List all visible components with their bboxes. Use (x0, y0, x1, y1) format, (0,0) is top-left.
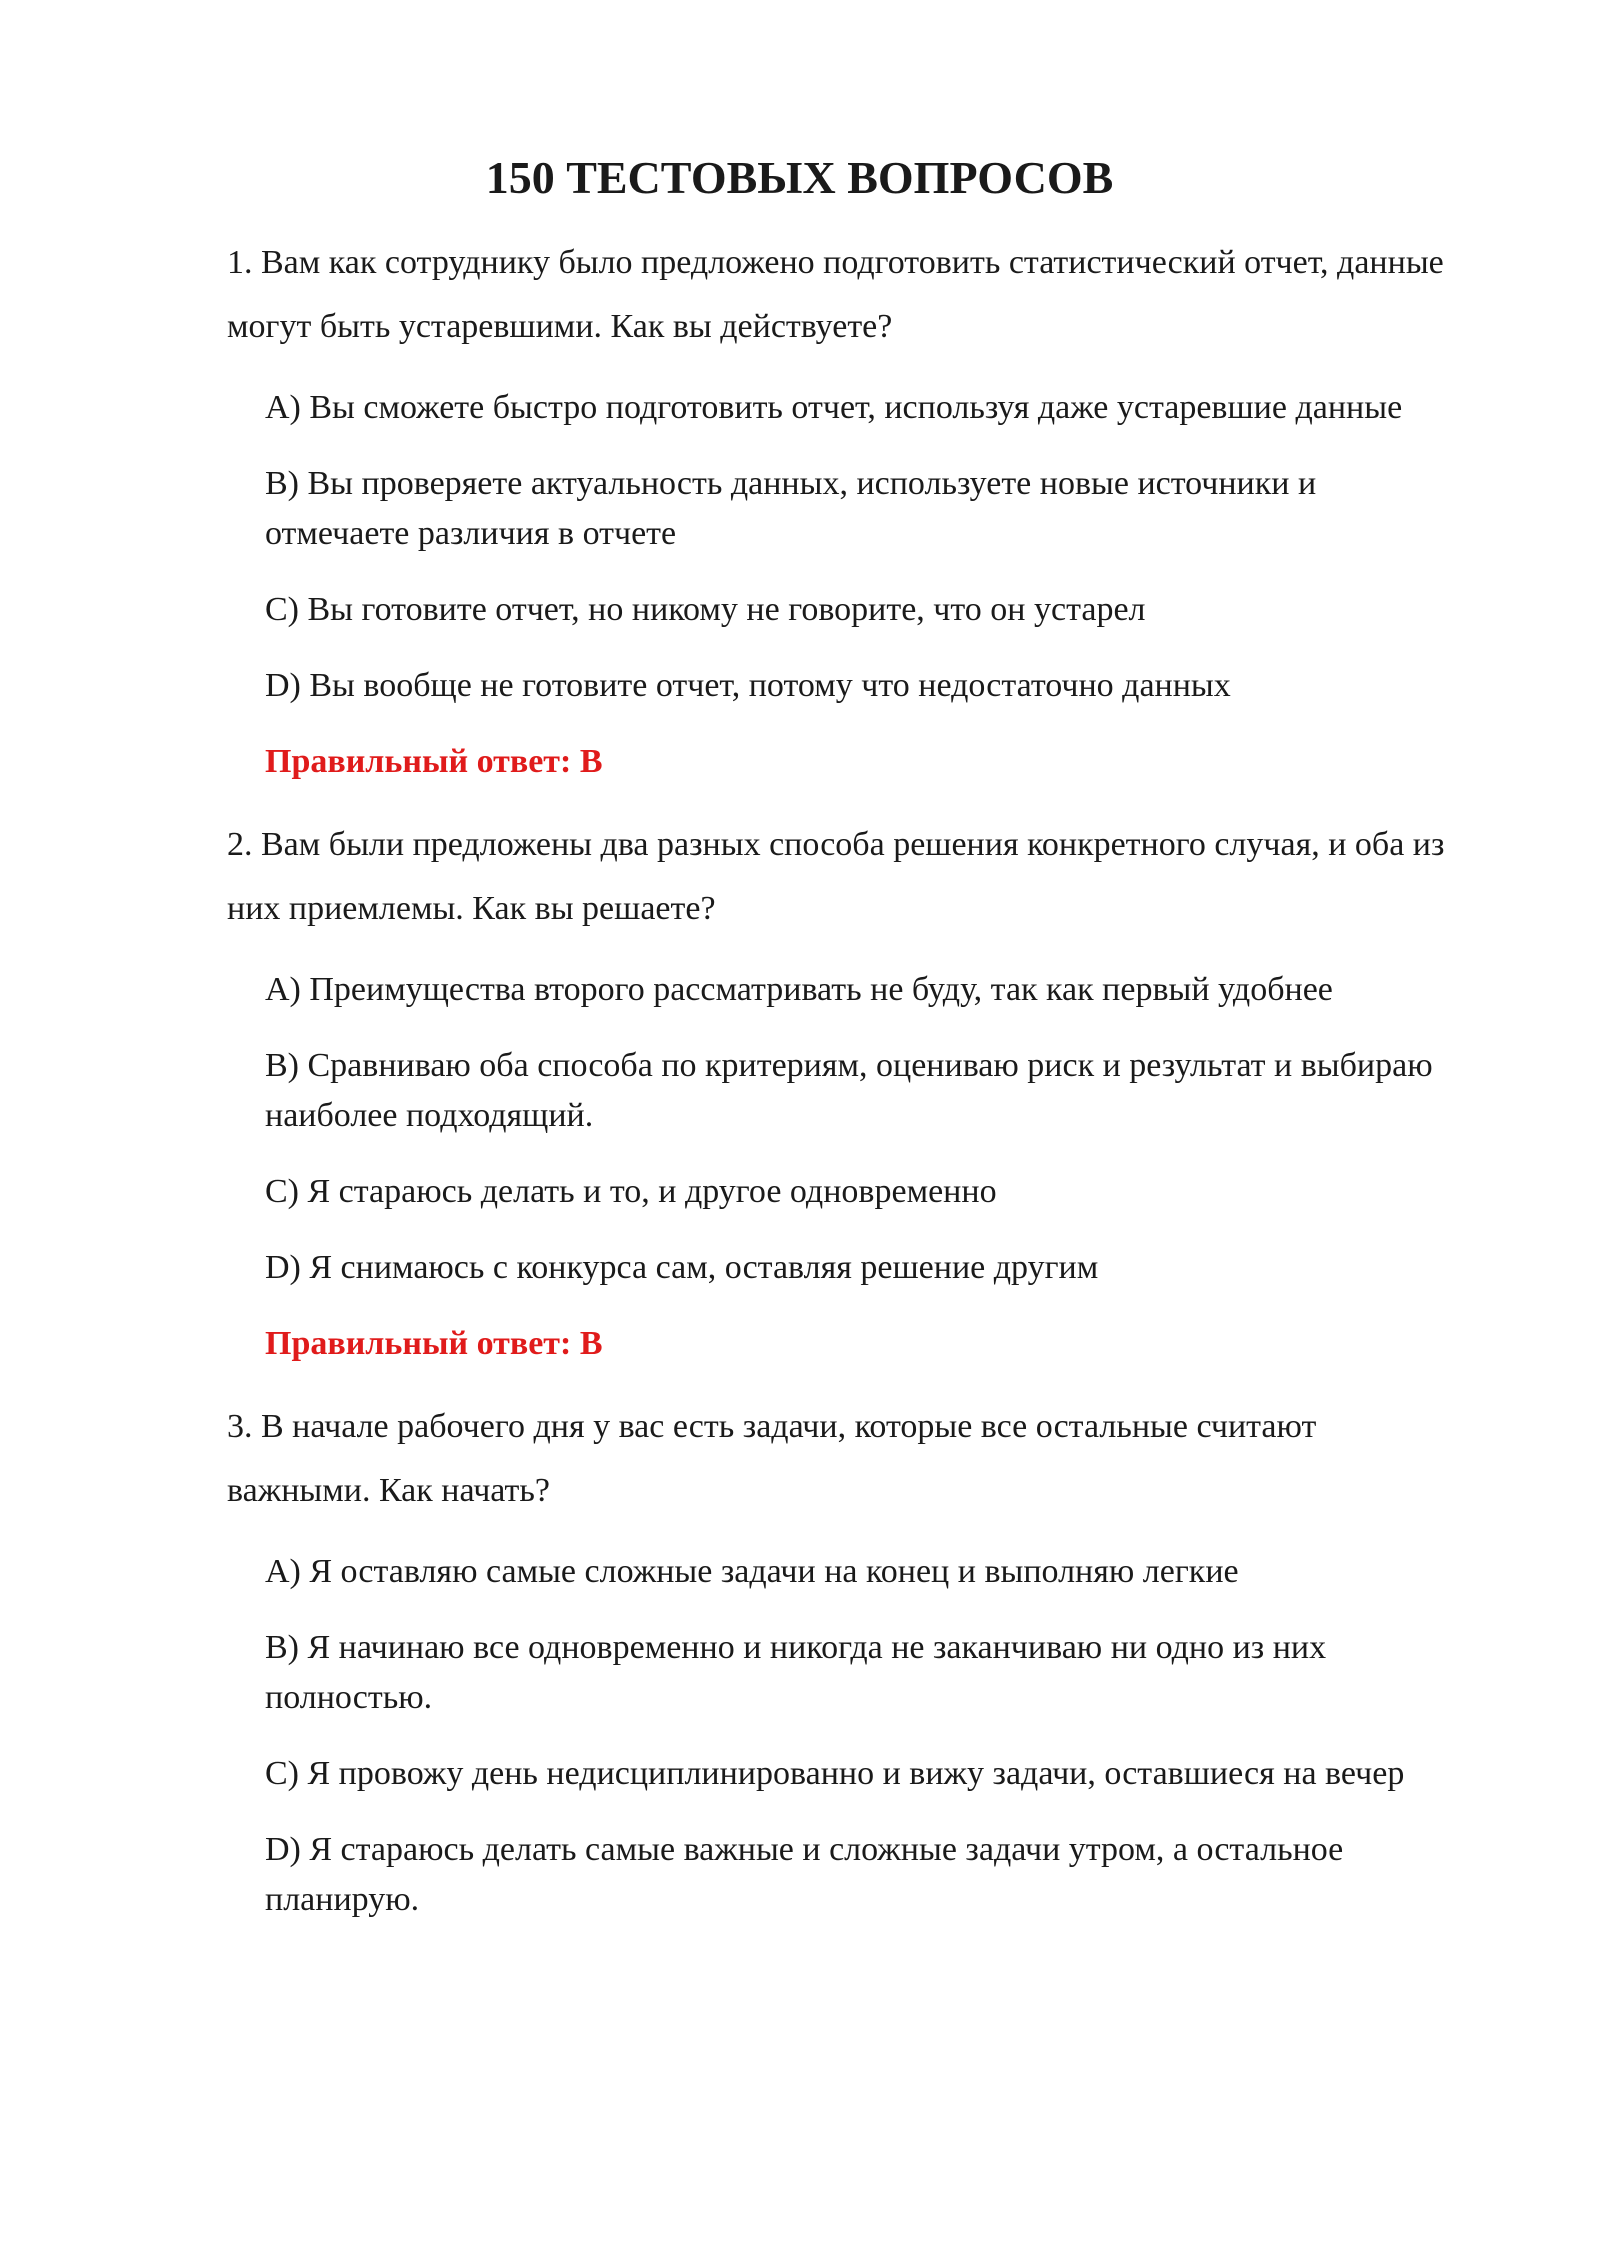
option-d: D) Вы вообще не готовите отчет, потому что недостаточно данных (265, 667, 1231, 705)
option-b: B) Сравниваю оба способа по критериям, оцениваю риск и результат и выбираю наиболее подходящий. (265, 1047, 1433, 1135)
option-c: C) Вы готовите отчет, но никому не говорите, что он устарел (265, 591, 1146, 629)
question-block-2 (227, 813, 1460, 1369)
options-list (227, 1547, 1460, 1925)
option-a: A) Преимущества второго рассматривать не буду, так как первый удобнее (265, 971, 1333, 1009)
question-text: 2. Вам были предложены два разных способа решения конкретного случая, и оба из них приемлемы. Как вы решаете? (227, 826, 1445, 928)
option-a: A) Вы сможете быстро подготовить отчет, используя даже устаревшие данные (265, 389, 1403, 427)
option-d: D) Я стараюсь делать самые важные и сложные задачи утром, а остальное планирую. (265, 1831, 1344, 1919)
question-block-3 (227, 1395, 1460, 1925)
option-b: B) Вы проверяете актуальность данных, используете новые источники и отмечаете различия в отчете (265, 465, 1317, 553)
question-block-1 (227, 231, 1460, 787)
option-c: C) Я стараюсь делать и то, и другое одновременно (265, 1173, 997, 1211)
option-a: A) Я оставляю самые сложные задачи на конец и выполняю легкие (265, 1553, 1239, 1591)
page-title: 150 ТЕСТОВЫХ ВОПРОСОВ (485, 152, 1114, 203)
question-text: 1. Вам как сотруднику было предложено подготовить статистический отчет, данные могут быть устаревшими. Как вы действуете? (227, 244, 1444, 346)
option-b: B) Я начинаю все одновременно и никогда не заканчиваю ни одно из них полностью. (265, 1629, 1327, 1717)
options-list (227, 383, 1460, 787)
question-text: 3. В начале рабочего дня у вас есть задачи, которые все остальные считают важными. Как начать? (227, 1408, 1317, 1510)
correct-answer: Правильный ответ: B (265, 743, 603, 781)
option-d: D) Я снимаюсь с конкурса сам, оставляя решение другим (265, 1249, 1099, 1287)
option-c: C) Я провожу день недисциплинированно и вижу задачи, оставшиеся на вечер (265, 1755, 1405, 1793)
options-list (227, 965, 1460, 1369)
correct-answer: Правильный ответ: B (265, 1325, 603, 1363)
